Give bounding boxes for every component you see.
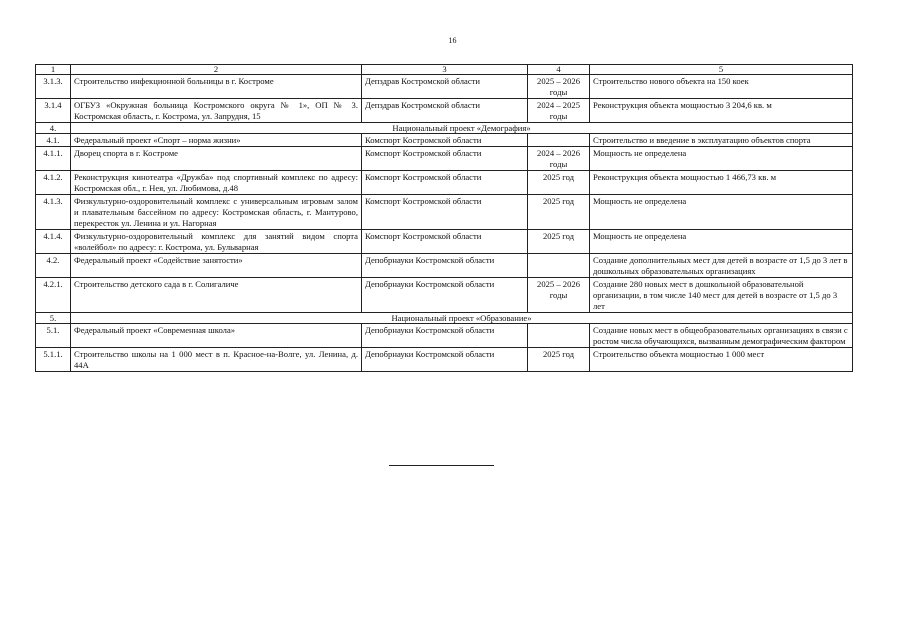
expected-result: Строительство нового объекта на 150 коек	[590, 75, 853, 99]
row-number: 4.1.2.	[36, 171, 71, 195]
row-number: 3.1.3.	[36, 75, 71, 99]
implementation-period: 2024 – 2026 годы	[528, 147, 590, 171]
object-name: Физкультурно-оздоровительный комплекс с универсальным игровым залом и плавательным бассейном по адресу: Костромская область, г. Мантурово, перекресток ул. Ленина и ул. Нагорная	[71, 195, 362, 230]
table-row	[36, 75, 853, 99]
implementation-period: 2025 год	[528, 195, 590, 230]
object-name: ОГБУЗ «Окружная больница Костромского округа № 1», ОП № 3. Костромская область, г. Кострома, ул. Запрудня, 15	[71, 99, 362, 123]
responsible-body: Комспорт Костромской области	[362, 134, 528, 147]
implementation-period: 2025 – 2026 годы	[528, 75, 590, 99]
row-number: 4.1.3.	[36, 195, 71, 230]
object-name: Федеральный проект «Спорт – норма жизни»	[71, 134, 362, 147]
end-rule	[389, 465, 494, 466]
object-name: Строительство детского сада в г. Солигаличе	[71, 278, 362, 313]
expected-result: Мощность не определена	[590, 195, 853, 230]
section-title: Национальный проект «Демография»	[71, 123, 853, 134]
section-row	[36, 313, 853, 324]
responsible-body: Депздрав Костромской области	[362, 99, 528, 123]
expected-result: Строительство объекта мощностью 1 000 мест	[590, 348, 853, 372]
expected-result: Реконструкция объекта мощностью 3 204,6 кв. м	[590, 99, 853, 123]
section-title: Национальный проект «Образование»	[71, 313, 853, 324]
implementation-period: 2024 – 2025 годы	[528, 99, 590, 123]
row-number: 4.	[36, 123, 71, 134]
table-row	[36, 99, 853, 123]
object-name: Реконструкция кинотеатра «Дружба» под спортивный комплекс по адресу: Костромская обл., г. Нея, ул. Любимова, д.48	[71, 171, 362, 195]
row-number: 4.1.4.	[36, 230, 71, 254]
table-row	[36, 134, 853, 147]
implementation-period: 2025 год	[528, 171, 590, 195]
responsible-body: Депобрнауки Костромской области	[362, 254, 528, 278]
table-row	[36, 171, 853, 195]
page-number: 16	[448, 36, 457, 45]
row-number: 5.1.	[36, 324, 71, 348]
object-name: Федеральный проект «Содействие занятости»	[71, 254, 362, 278]
table-header-row	[36, 65, 853, 75]
implementation-period: 2025 – 2026 годы	[528, 278, 590, 313]
expected-result: Мощность не определена	[590, 147, 853, 171]
expected-result: Реконструкция объекта мощностью 1 466,73 кв. м	[590, 171, 853, 195]
responsible-body: Депобрнауки Костромской области	[362, 348, 528, 372]
table-row	[36, 324, 853, 348]
responsible-body: Комспорт Костромской области	[362, 230, 528, 254]
expected-result: Создание дополнительных мест для детей в возрасте от 1,5 до 3 лет в дошкольных образовательных организациях	[590, 254, 853, 278]
row-number: 4.2.1.	[36, 278, 71, 313]
column-header: 5	[590, 65, 853, 75]
responsible-body: Депздрав Костромской области	[362, 75, 528, 99]
section-row	[36, 123, 853, 134]
table-row	[36, 195, 853, 230]
responsible-body: Комспорт Костромской области	[362, 195, 528, 230]
expected-result: Создание новых мест в общеобразовательных организациях в связи с ростом числа обучающихся, вызванным демографическим фактором	[590, 324, 853, 348]
row-number: 4.2.	[36, 254, 71, 278]
table-row	[36, 147, 853, 171]
expected-result: Создание 280 новых мест в дошкольной образовательной организации, в том числе 140 мест для детей в возрасте от 1,5 до 3 лет	[590, 278, 853, 313]
object-name: Физкультурно-оздоровительный комплекс для занятий видом спорта «волейбол» по адресу: г. Кострома, ул. Бульварная	[71, 230, 362, 254]
table-row	[36, 278, 853, 313]
row-number: 4.1.1.	[36, 147, 71, 171]
implementation-period	[528, 324, 590, 348]
implementation-period	[528, 134, 590, 147]
expected-result: Строительство и введение в эксплуатацию объектов спорта	[590, 134, 853, 147]
row-number: 3.1.4	[36, 99, 71, 123]
projects-table	[35, 64, 853, 372]
row-number: 5.1.1.	[36, 348, 71, 372]
object-name: Дворец спорта в г. Костроме	[71, 147, 362, 171]
implementation-period: 2025 год	[528, 230, 590, 254]
responsible-body: Депобрнауки Костромской области	[362, 324, 528, 348]
expected-result: Мощность не определена	[590, 230, 853, 254]
row-number: 4.1.	[36, 134, 71, 147]
object-name: Строительство инфекционной больницы в г. Костроме	[71, 75, 362, 99]
responsible-body: Депобрнауки Костромской области	[362, 278, 528, 313]
table-row	[36, 348, 853, 372]
table-row	[36, 230, 853, 254]
implementation-period: 2025 год	[528, 348, 590, 372]
object-name: Строительство школы на 1 000 мест в п. Красное-на-Волге, ул. Ленина, д. 44А	[71, 348, 362, 372]
column-header: 3	[362, 65, 528, 75]
column-header: 1	[36, 65, 71, 75]
row-number: 5.	[36, 313, 71, 324]
column-header: 4	[528, 65, 590, 75]
responsible-body: Комспорт Костромской области	[362, 147, 528, 171]
object-name: Федеральный проект «Современная школа»	[71, 324, 362, 348]
column-header: 2	[71, 65, 362, 75]
table-row	[36, 254, 853, 278]
responsible-body: Комспорт Костромской области	[362, 171, 528, 195]
implementation-period	[528, 254, 590, 278]
